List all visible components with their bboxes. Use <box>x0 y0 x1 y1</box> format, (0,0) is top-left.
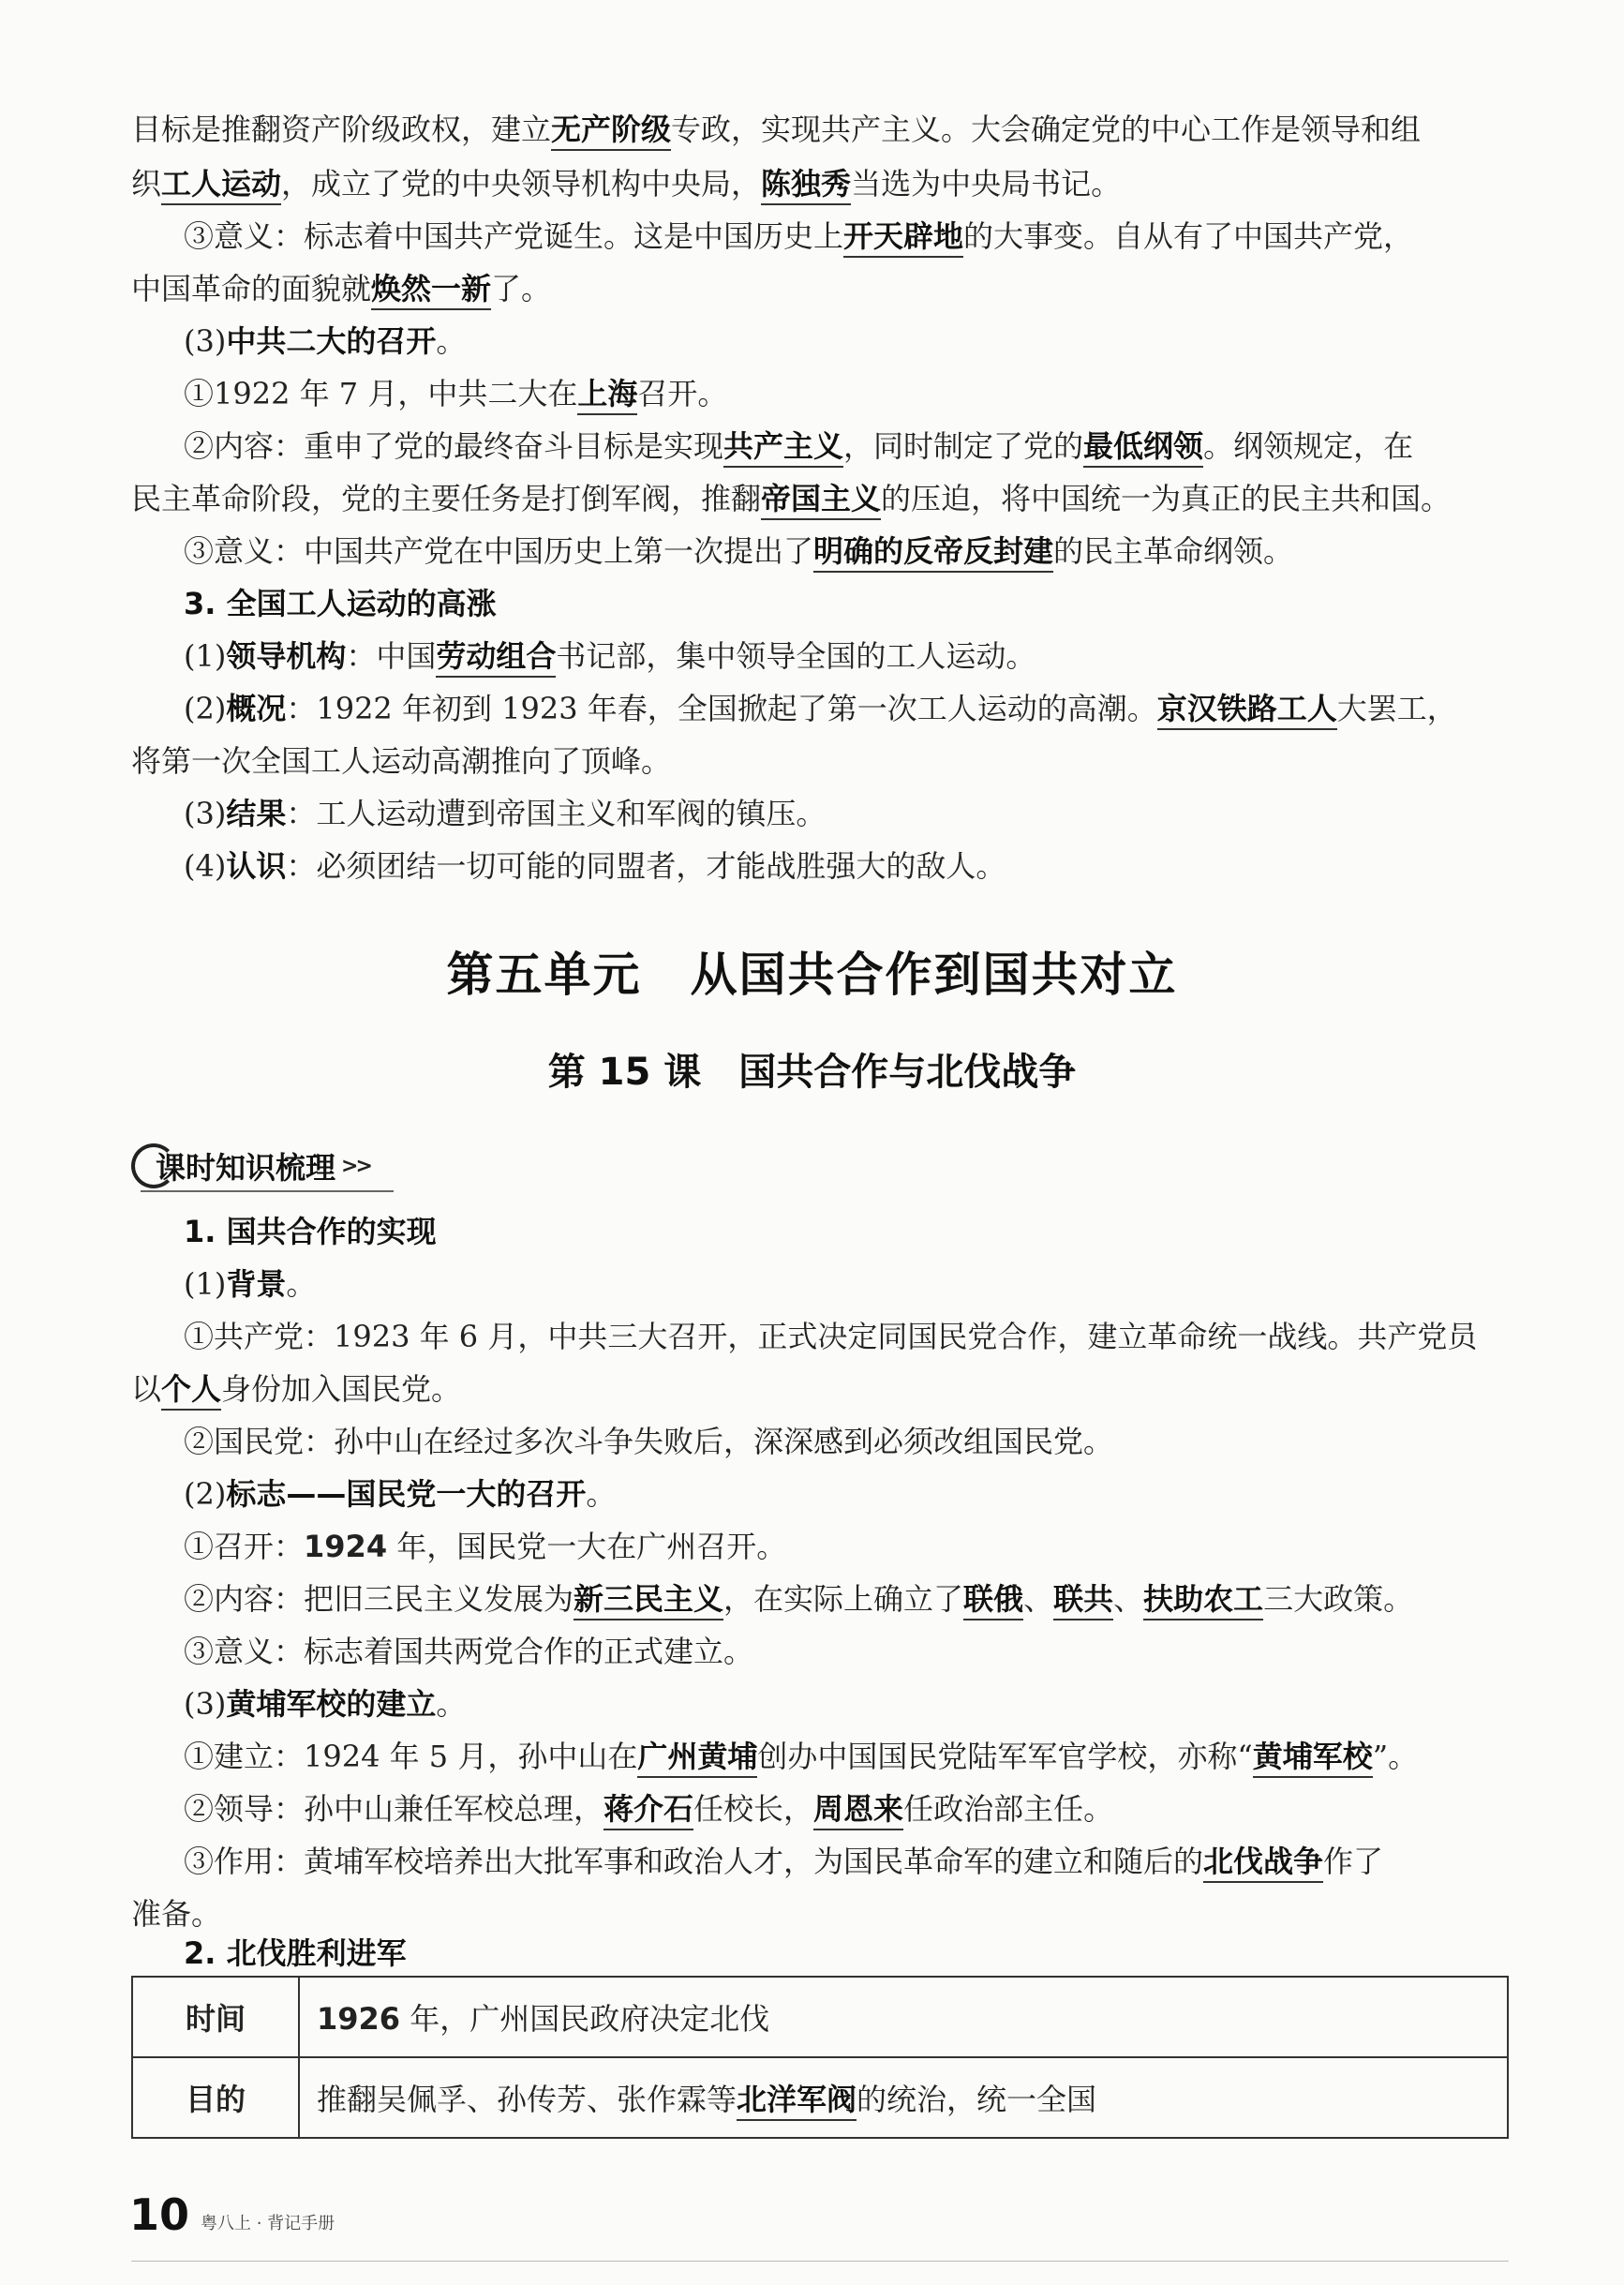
table-header-cell: 时间 <box>132 1977 299 2057</box>
text-line <box>184 1786 1509 1831</box>
section-heading <box>184 1931 1509 1976</box>
text-line <box>184 791 1509 836</box>
text-span: ③意义：标志着国共两党合作的正式建立。 <box>184 1634 754 1669</box>
text-line <box>184 1524 1509 1569</box>
text-span: 推翻吴佩孚、孙传芳、张作霖等 <box>317 2082 738 2117</box>
lesson-title: 第 15 课 国共合作与北伐战争 <box>547 1051 1077 1094</box>
bold-text: 背景 <box>226 1266 287 1302</box>
text-line <box>131 739 1509 784</box>
text-line <box>184 634 1509 679</box>
text-span: ：工人运动遭到帝国主义和军阀的镇压。 <box>286 796 827 831</box>
text-span: ：中国 <box>346 638 437 674</box>
text-span: ，同时制定了党的 <box>843 428 1084 464</box>
keyword: 共产主义 <box>723 428 843 468</box>
bold-text: 3. 全国工人运动的高涨 <box>184 586 497 621</box>
text-span: 召开。 <box>637 376 728 411</box>
keyword: 蒋介石 <box>603 1791 693 1830</box>
keyword: 联俄 <box>963 1581 1023 1620</box>
text-line <box>184 371 1509 416</box>
text-line <box>184 1839 1509 1884</box>
page-number: 10 <box>129 2189 190 2240</box>
text-span: 书记部，集中领导全国的工人运动。 <box>556 638 1036 674</box>
text-span: (3) <box>184 1686 227 1722</box>
keyword: 北伐战争 <box>1203 1844 1323 1883</box>
bold-text: 1926 <box>317 2001 401 2037</box>
text-span: (4) <box>184 848 227 884</box>
text-span: ①共产党：1923 年 6 月，中共三大召开，正式决定同国民党合作，建立革命统一战线。共产党员 <box>184 1319 1478 1354</box>
text-line <box>184 529 1509 574</box>
text-span: ②内容：把旧三民主义发展为 <box>184 1581 574 1617</box>
text-span: ①建立：1924 年 5 月，孙中山在 <box>184 1739 638 1774</box>
keyword: 帝国主义 <box>761 481 881 520</box>
text-span: ③意义：中国共产党在中国历史上第一次提出了 <box>184 533 814 569</box>
text-span: ，在实际上确立了 <box>723 1581 964 1617</box>
text-span: 了。 <box>491 271 552 306</box>
section-heading <box>184 1209 1509 1254</box>
section-heading <box>184 581 1509 626</box>
text-span: 任校长， <box>693 1791 814 1827</box>
subheading <box>184 1262 1509 1307</box>
bold-text: 领导机构 <box>226 638 347 674</box>
text-span: ”。 <box>1372 1739 1419 1774</box>
text-span: (1) <box>184 638 227 674</box>
text-span: 。 <box>436 1686 467 1722</box>
text-span: 、 <box>1113 1581 1144 1617</box>
text-span: (3) <box>184 323 227 359</box>
subheading <box>184 1471 1509 1516</box>
text-span: ③作用：黄埔军校培养出大批军事和政治人才，为国民革命军的建立和随后的 <box>184 1844 1204 1879</box>
text-line <box>184 1629 1509 1674</box>
keyword: 个人 <box>161 1371 221 1411</box>
text-span: 。 <box>286 1266 317 1302</box>
badge-underline <box>141 1190 394 1192</box>
text-span: 织 <box>131 166 162 202</box>
text-span: 三大政策。 <box>1263 1581 1414 1617</box>
keyword: 无产阶级 <box>551 112 671 151</box>
keyword: 上海 <box>577 376 637 415</box>
keyword: 扶助农工 <box>1143 1581 1263 1620</box>
bold-text: 2. 北伐胜利进军 <box>184 1935 407 1971</box>
bold-text: 概况 <box>226 691 287 726</box>
text-span: 目标是推翻资产阶级政权，建立 <box>131 112 552 147</box>
keyword: 焕然一新 <box>371 271 491 310</box>
subheading <box>184 319 1509 364</box>
table-cell <box>299 1977 1508 2057</box>
text-span: (2) <box>184 691 227 726</box>
text-span: 年，广州国民政府决定北伐 <box>400 2001 770 2037</box>
text-span: ：1922 年初到 1923 年春，全国掀起了第一次工人运动的高潮。 <box>286 691 1157 726</box>
keyword: 劳动组合 <box>436 638 556 678</box>
text-line <box>184 844 1509 889</box>
double-chevron-right-icon: >> <box>341 1154 370 1178</box>
table-row <box>132 1977 1508 2057</box>
text-span: 大罢工， <box>1336 691 1457 726</box>
text-span: (1) <box>184 1266 227 1302</box>
text-span: 将第一次全国工人运动高潮推向了顶峰。 <box>131 743 672 779</box>
text-line <box>184 1314 1509 1359</box>
text-span: 。 <box>436 323 467 359</box>
text-span: ①召开： <box>184 1529 305 1564</box>
text-span: ③意义：标志着中国共产党诞生。这是中国历史上 <box>184 218 844 254</box>
text-span: 、 <box>1023 1581 1054 1617</box>
text-line <box>131 107 1509 152</box>
text-span: ②内容：重申了党的最终奋斗目标是实现 <box>184 428 724 464</box>
text-span: 的民主革命纲领。 <box>1053 533 1294 569</box>
text-line <box>184 424 1509 469</box>
keyword: 联共 <box>1053 1581 1113 1620</box>
text-line <box>184 1734 1509 1779</box>
section-label: 课时知识梳理 <box>156 1150 336 1186</box>
subheading <box>184 1681 1509 1726</box>
keyword: 工人运动 <box>161 166 281 205</box>
bold-text: 标志——国民党一大的召开 <box>226 1476 587 1512</box>
text-span: 。 <box>586 1476 617 1512</box>
keyword: 明确的反帝反封建 <box>813 533 1053 573</box>
keyword: 广州黄埔 <box>637 1739 757 1778</box>
bold-text: 黄埔军校的建立 <box>226 1686 437 1722</box>
text-span: (2) <box>184 1476 227 1512</box>
text-span: ②领导：孙中山兼任军校总理， <box>184 1791 604 1827</box>
text-line <box>184 214 1509 259</box>
bold-text: 结果 <box>226 796 287 831</box>
bold-text: 1924 <box>304 1529 388 1564</box>
text-span: ②国民党：孙中山在经过多次斗争失败后，深深感到必须改组国民党。 <box>184 1424 1114 1459</box>
text-line <box>131 266 1509 311</box>
keyword: 黄埔军校 <box>1253 1739 1373 1778</box>
text-line <box>131 476 1509 521</box>
bold-text: 中共二大的召开 <box>226 323 437 359</box>
text-line <box>184 686 1509 731</box>
keyword: 周恩来 <box>813 1791 903 1830</box>
text-span: (3) <box>184 796 227 831</box>
unit-title: 第五单元 从国共合作到国共对立 <box>446 947 1178 1002</box>
text-line <box>131 1367 1509 1411</box>
table-header-cell: 目的 <box>132 2057 299 2138</box>
footer-divider <box>131 2261 1509 2262</box>
text-span: 作了 <box>1323 1844 1384 1879</box>
text-span: 当选为中央局书记。 <box>851 166 1122 202</box>
text-span: 以 <box>131 1371 162 1407</box>
text-span: ①1922 年 7 月，中共二大在 <box>184 376 578 411</box>
keyword: 京汉铁路工人 <box>1157 691 1337 730</box>
keyword: 新三民主义 <box>574 1581 723 1620</box>
text-span: 年，国民党一大在广州召开。 <box>387 1529 787 1564</box>
keyword: 北洋军阀 <box>737 2082 857 2121</box>
info-table <box>131 1976 1509 2139</box>
book-label: 粤八上 · 背记手册 <box>201 2214 335 2233</box>
text-line <box>131 1891 1509 1936</box>
text-span: 专政，实现共产主义。大会确定党的中心工作是领导和组 <box>671 112 1422 147</box>
text-line <box>131 161 1509 206</box>
bold-text: 认识 <box>226 848 287 884</box>
text-span: 民主革命阶段，党的主要任务是打倒军阀，推翻 <box>131 481 762 516</box>
text-span: 准备。 <box>131 1896 222 1932</box>
text-span: ：必须团结一切可能的同盟者，才能战胜强大的敌人。 <box>286 848 1006 884</box>
text-span: ，成立了党的中央领导机构中央局， <box>281 166 762 202</box>
text-span: 的压迫，将中国统一为真正的民主共和国。 <box>881 481 1452 516</box>
text-span: 创办中国国民党陆军军官学校，亦称“ <box>757 1739 1253 1774</box>
text-line <box>184 1576 1509 1621</box>
text-span: 中国革命的面貌就 <box>131 271 372 306</box>
text-span: 。纲领规定，在 <box>1203 428 1414 464</box>
text-span: 的大事变。自从有了中国共产党， <box>963 218 1414 254</box>
text-line <box>184 1419 1509 1464</box>
bold-text: 1. 国共合作的实现 <box>184 1214 437 1249</box>
text-span: 身份加入国民党。 <box>221 1371 462 1407</box>
text-span: 的统治，统一全国 <box>857 2082 1097 2117</box>
keyword: 陈独秀 <box>761 166 851 205</box>
keyword: 最低纲领 <box>1083 428 1203 468</box>
section-badge <box>131 1138 370 1194</box>
text-span: 任政治部主任。 <box>903 1791 1114 1827</box>
keyword: 开天辟地 <box>843 218 963 258</box>
table-row <box>132 2057 1508 2138</box>
table-cell <box>299 2057 1508 2138</box>
